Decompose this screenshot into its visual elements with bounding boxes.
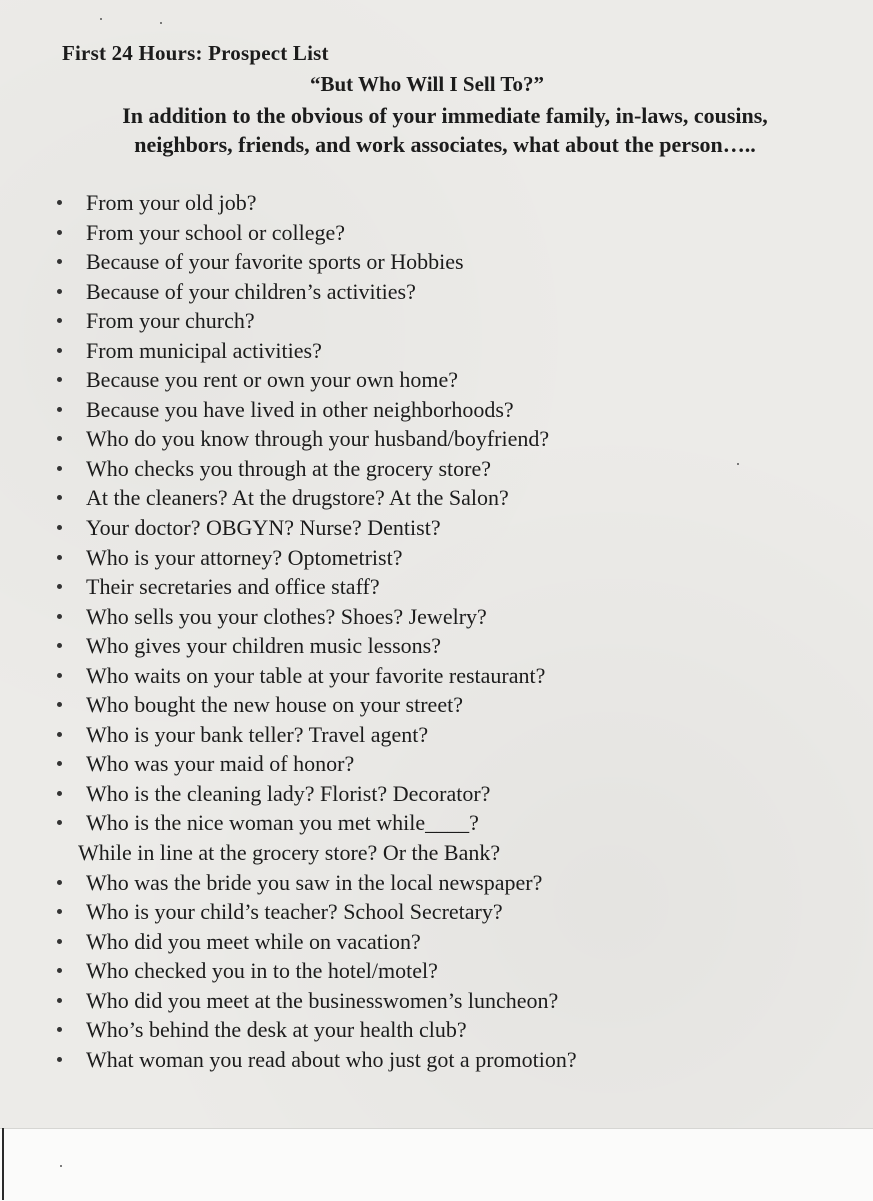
list-item-text: Who did you meet at the businesswomen’s luncheon? <box>86 987 559 1013</box>
list-item <box>0 631 873 661</box>
list-item-text: Who waits on your table at your favorite restaurant? <box>86 662 546 688</box>
intro-line: In addition to the obvious of your immediate family, in-laws, cousins, <box>122 103 768 128</box>
bullet-icon <box>57 200 62 205</box>
bullet-icon <box>57 732 62 737</box>
bullet-icon <box>57 555 62 560</box>
list-item <box>0 188 873 218</box>
page-title: First 24 Hours: Prospect List <box>62 41 329 65</box>
bullet-icon <box>57 377 62 382</box>
list-item-text: From your old job? <box>86 190 257 215</box>
list-item-text: Your doctor? OBGYN? Nurse? Dentist? <box>86 515 441 541</box>
list-item-text: While in line at the grocery store? Or the Bank? <box>78 840 501 866</box>
bullet-icon <box>57 614 62 619</box>
bullet-icon <box>57 1057 62 1062</box>
bullet-icon <box>57 791 62 796</box>
list-item-text: At the cleaners? At the drugstore? At the Salon? <box>86 485 509 511</box>
bullet-icon <box>57 702 62 707</box>
list-item-text: Who was the bride you saw in the local newspaper? <box>86 869 543 895</box>
list-item <box>0 218 873 248</box>
list-item <box>0 336 873 366</box>
list-item <box>0 572 873 602</box>
list-item-text: Because of your children’s activities? <box>86 278 416 304</box>
list-item <box>0 365 873 395</box>
list-item-text: Who is your attorney? Optometrist? <box>86 544 403 570</box>
bullet-icon <box>57 525 62 530</box>
page-subtitle: “But Who Will I Sell To?” <box>310 72 545 96</box>
bullet-icon <box>57 407 62 412</box>
bullet-icon <box>57 643 62 648</box>
list-item <box>0 986 873 1016</box>
scan-speck <box>60 1165 62 1167</box>
bullet-icon <box>57 673 62 678</box>
list-item <box>0 483 873 513</box>
list-item <box>0 1015 873 1045</box>
list-item-text: Because you have lived in other neighborhoods? <box>86 396 514 422</box>
bullet-icon <box>57 230 62 235</box>
bullet-icon <box>57 318 62 323</box>
list-item <box>0 749 873 779</box>
list-item-text: Who gives your children music lessons? <box>86 633 441 659</box>
list-item <box>0 956 873 986</box>
list-item-text: From municipal activities? <box>86 337 322 363</box>
page-edge-divider <box>2 1128 4 1200</box>
list-item <box>0 808 873 838</box>
list-item-text: Because of your favorite sports or Hobbies <box>86 249 464 275</box>
list-item-text: Because you rent or own your own home? <box>86 367 459 393</box>
list-item <box>0 661 873 691</box>
bullet-icon <box>57 880 62 885</box>
list-item-text: Their secretaries and office staff? <box>86 574 380 600</box>
list-item <box>0 543 873 573</box>
list-item <box>0 513 873 543</box>
list-item-text: Who do you know through your husband/boyfriend? <box>86 426 550 452</box>
list-item-text: From your church? <box>86 308 255 334</box>
list-item <box>0 395 873 425</box>
bullet-icon <box>57 820 62 825</box>
bullet-icon <box>57 289 62 294</box>
list-item <box>0 306 873 336</box>
list-item-text: Who is your bank teller? Travel agent? <box>86 721 429 747</box>
list-item-text: Who is the cleaning lady? Florist? Decorator? <box>86 780 491 806</box>
page-bottom-margin <box>0 1128 873 1201</box>
list-item <box>0 1045 873 1075</box>
list-item-text: Who was your maid of honor? <box>86 751 355 777</box>
list-item <box>0 927 873 957</box>
list-item-text: What woman you read about who just got a promotion? <box>86 1046 577 1072</box>
list-item <box>0 868 873 898</box>
list-item <box>0 454 873 484</box>
list-item <box>0 277 873 307</box>
bullet-icon <box>57 466 62 471</box>
bullet-icon <box>57 998 62 1003</box>
intro-line: neighbors, friends, and work associates, what about the person….. <box>134 132 756 157</box>
bullet-icon <box>57 939 62 944</box>
list-item <box>0 424 873 454</box>
list-item <box>0 838 873 868</box>
list-item-text: Who checks you through at the grocery store? <box>86 455 492 481</box>
bullet-icon <box>57 968 62 973</box>
list-item-text: Who’s behind the desk at your health club? <box>86 1017 467 1043</box>
list-item-text: From your school or college? <box>86 219 346 245</box>
bullet-icon <box>57 909 62 914</box>
prospect-question-list <box>0 188 873 1074</box>
scan-speck <box>100 18 102 20</box>
bullet-icon <box>57 436 62 441</box>
intro-paragraph <box>40 101 850 159</box>
list-item-text: Who is your child’s teacher? School Secretary? <box>86 899 503 925</box>
bullet-icon <box>57 348 62 353</box>
bullet-icon <box>57 259 62 264</box>
bullet-icon <box>57 761 62 766</box>
list-item <box>0 779 873 809</box>
list-item <box>0 247 873 277</box>
list-item-text: Who sells you your clothes? Shoes? Jewelry? <box>86 603 487 629</box>
bullet-icon <box>57 584 62 589</box>
list-item-text: Who is the nice woman you met while____? <box>86 810 479 836</box>
bullet-icon <box>57 495 62 500</box>
list-item <box>0 897 873 927</box>
scan-speck <box>160 22 162 24</box>
list-item-text: Who did you meet while on vacation? <box>86 928 421 954</box>
list-item-text: Who bought the new house on your street? <box>86 692 463 718</box>
list-item-text: Who checked you in to the hotel/motel? <box>86 958 438 984</box>
list-item <box>0 602 873 632</box>
bullet-icon <box>57 1027 62 1032</box>
list-item <box>0 720 873 750</box>
list-item <box>0 690 873 720</box>
